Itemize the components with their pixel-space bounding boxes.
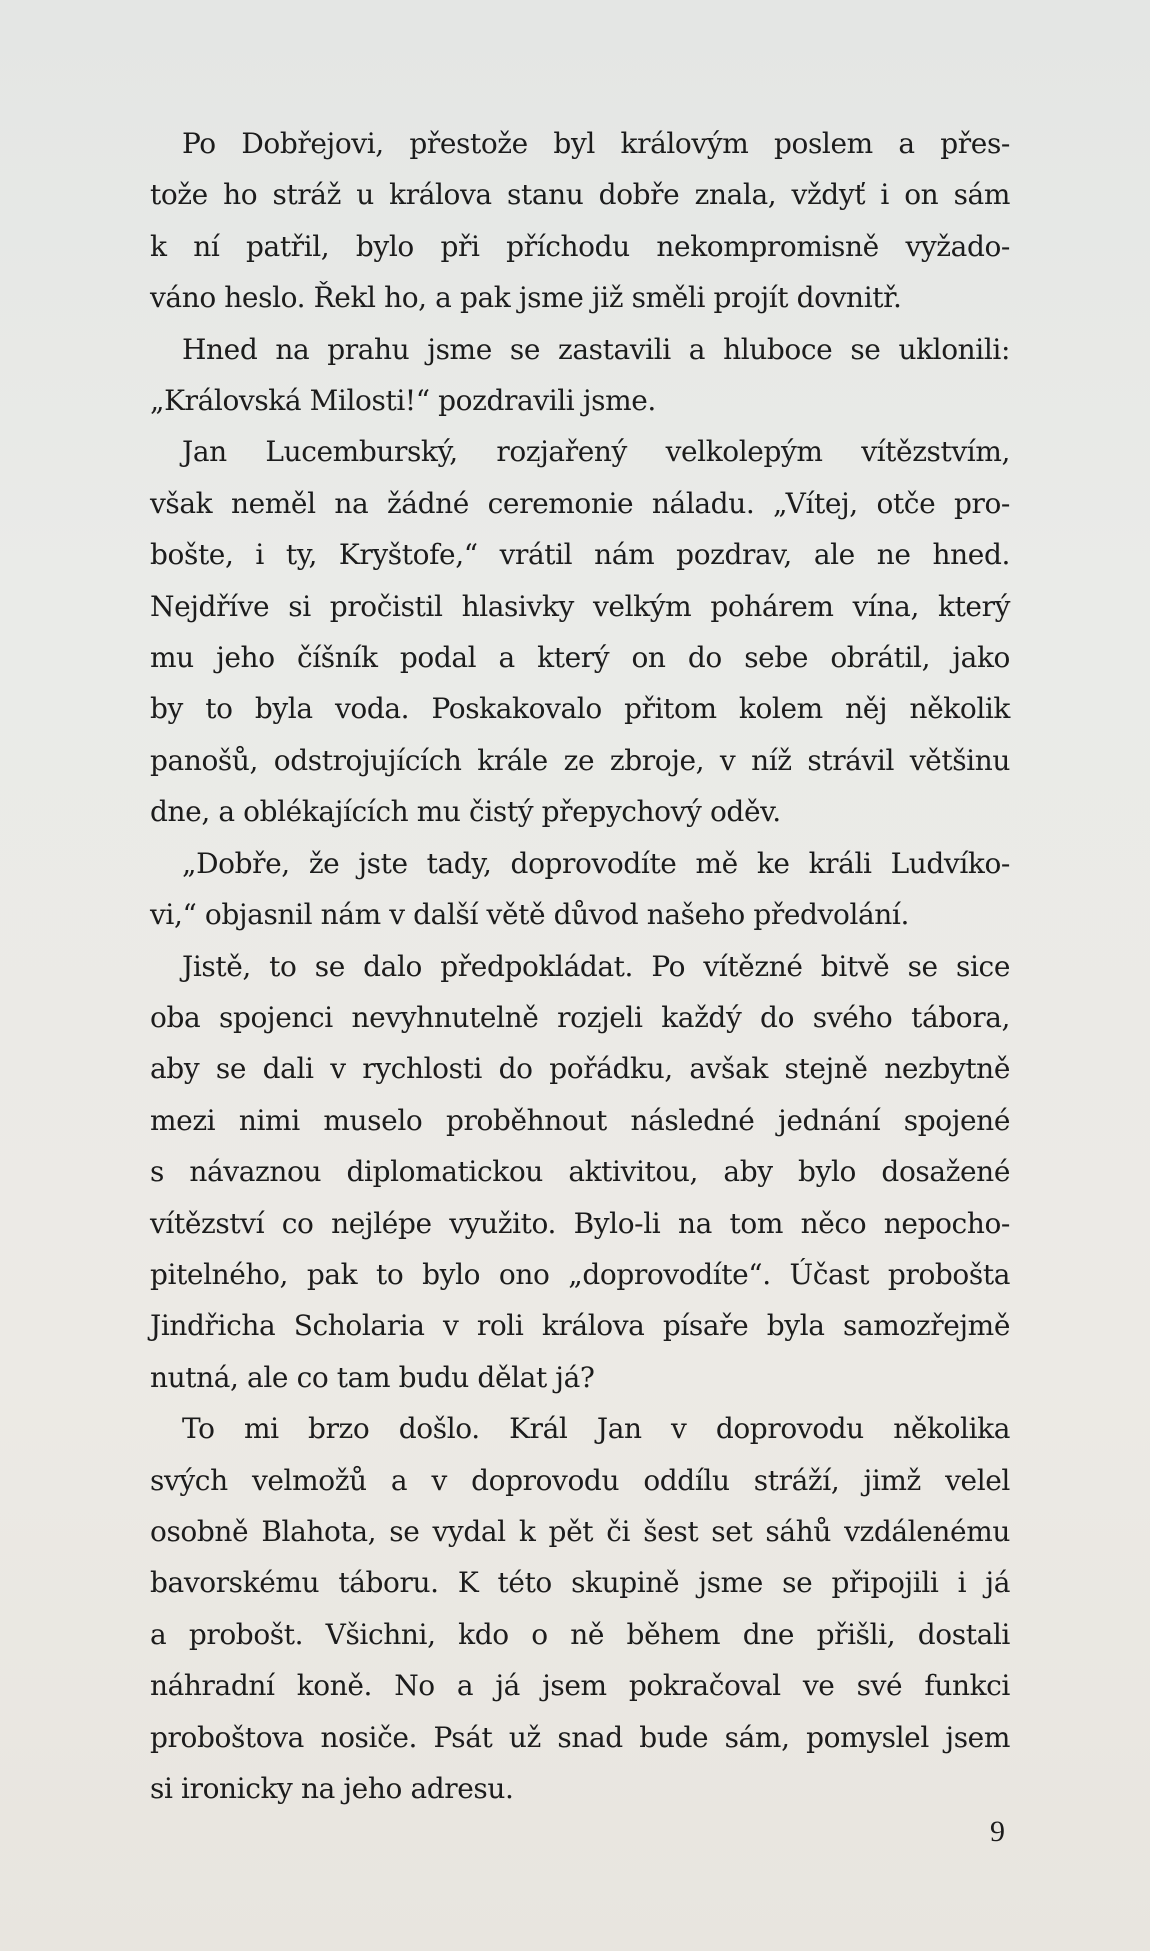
text-line: Jindřicha Scholaria v roli králova písaře byla samozřejmě <box>150 1309 1010 1343</box>
paragraph-3 <box>150 426 1010 837</box>
text-line: Jan Lucemburský, rozjařený velkolepým vítězstvím, <box>182 435 1010 469</box>
text-line: panošů, odstrojujících krále ze zbroje, v níž strávil většinu <box>150 743 1010 777</box>
text-line: váno heslo. Řekl ho, a pak jsme již směli projít dovnitř. <box>150 281 902 315</box>
text-line: osobně Blahota, se vydal k pět či šest set sáhů vzdálenému <box>150 1514 1010 1548</box>
text-line: a probošt. Všichni, kdo o ně během dne přišli, dostali <box>150 1617 1010 1651</box>
paragraph-2 <box>150 324 1010 427</box>
text-line: pitelného, pak to bylo ono „doprovodíte“. Účast probošta <box>150 1257 1010 1291</box>
text-line: si ironicky na jeho adresu. <box>150 1772 514 1805</box>
text-line: aby se dali v rychlosti do pořádku, avšak stejně nezbytně <box>150 1052 1010 1086</box>
paragraph-5 <box>150 941 1010 1404</box>
text-line: svých velmožů a v doprovodu oddílu stráží, jimž velel <box>150 1463 1010 1497</box>
text-line: proboštova nosiče. Psát už snad bude sám, pomyslel jsem <box>150 1720 1010 1754</box>
paragraph-6 <box>150 1403 1010 1814</box>
paragraph-1 <box>150 118 1010 324</box>
text-line: To mi brzo došlo. Král Jan v doprovodu několika <box>182 1412 1010 1446</box>
text-line: mezi nimi muselo proběhnout následné jednání spojené <box>150 1103 1010 1137</box>
text-line: mu jeho číšník podal a který on do sebe obrátil, jako <box>150 641 1010 675</box>
text-line: „Dobře, že jste tady, doprovodíte mě ke králi Ludvíko- <box>182 846 1010 880</box>
text-line: dne, a oblékajících mu čistý přepychový oděv. <box>150 795 781 829</box>
body-text <box>150 118 1010 1814</box>
text-line: vi,“ objasnil nám v další větě důvod našeho předvolání. <box>150 898 909 932</box>
text-line: vítězství co nejlépe využito. Bylo-li na tom něco nepocho- <box>150 1206 1010 1240</box>
text-line: tože ho stráž u králova stanu dobře znala, vždyť i on sám <box>150 178 1010 212</box>
text-line: bošte, i ty, Kryštofe,“ vrátil nám pozdrav, ale ne hned. <box>150 538 1010 572</box>
text-line: však neměl na žádné ceremonie náladu. „Vítej, otče pro- <box>150 486 1010 520</box>
text-line: oba spojenci nevyhnutelně rozjeli každý do svého tábora, <box>150 1000 1010 1034</box>
text-line: k ní patřil, bylo při příchodu nekompromisně vyžado- <box>150 229 1010 263</box>
page-number: 9 <box>990 1815 1005 1848</box>
paragraph-4 <box>150 838 1010 941</box>
text-line: náhradní koně. No a já jsem pokračoval ve své funkci <box>150 1669 1010 1703</box>
text-line: bavorskému táboru. K této skupině jsme se připojili i já <box>150 1566 1010 1600</box>
text-line: by to byla voda. Poskakovalo přitom kolem něj několik <box>150 692 1010 726</box>
text-line: Nejdříve si pročistil hlasivky velkým pohárem vína, který <box>150 589 1010 623</box>
text-line: s návaznou diplomatickou aktivitou, aby bylo dosažené <box>150 1155 1010 1189</box>
text-line: Po Dobřejovi, přestože byl královým poslem a přes- <box>182 127 1010 160</box>
text-line: nutná, ale co tam budu dělat já? <box>150 1360 595 1394</box>
text-line: Jistě, to se dalo předpokládat. Po vítězné bitvě se sice <box>182 949 1010 983</box>
text-line: Hned na prahu jsme se zastavili a hluboce se uklonili: <box>182 332 1010 366</box>
text-line: „Královská Milosti!“ pozdravili jsme. <box>150 384 656 418</box>
